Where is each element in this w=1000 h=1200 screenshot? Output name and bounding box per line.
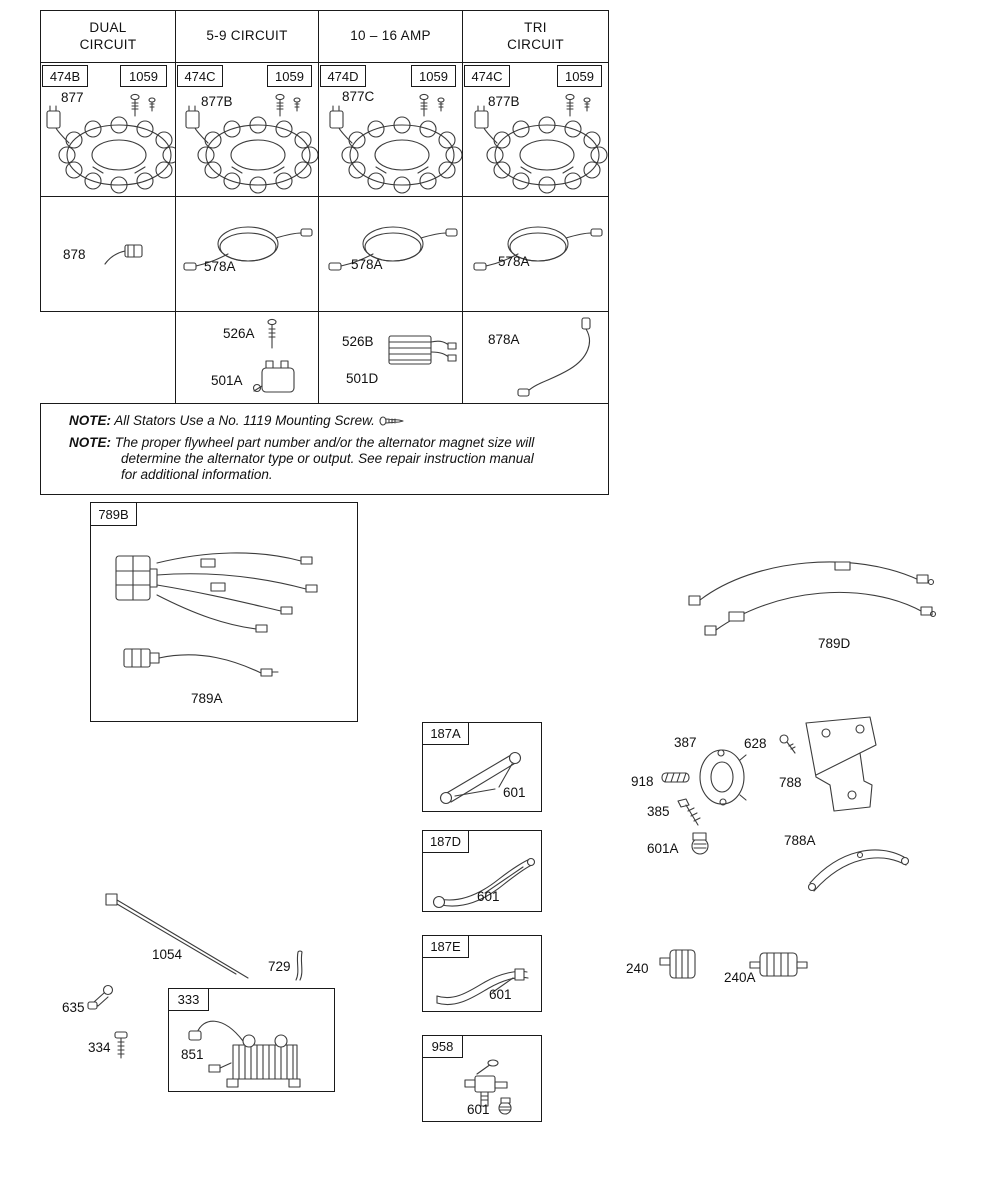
stator-part-number: 877B	[201, 94, 233, 109]
note-1	[69, 413, 598, 429]
screw-ref-box	[557, 65, 602, 87]
header-line: 5-9 CIRCUIT	[206, 28, 288, 44]
stator-drawing	[41, 97, 176, 195]
wire-set-789d-drawing	[685, 540, 935, 640]
aux-wire-part-number: 878A	[488, 332, 520, 347]
tube-box-label: 187A	[430, 726, 461, 741]
clamp-part-number: 601A	[647, 841, 679, 856]
note-2-line2: determine the alternator type or output. See repair instruction manual	[121, 451, 534, 466]
screw-part-number: 385	[647, 804, 670, 819]
aux-wire-drawing	[508, 316, 606, 402]
part-ref-box	[464, 65, 510, 87]
regulator-cell-10-16	[318, 311, 463, 404]
screw-icon	[264, 318, 280, 352]
wire-loop-drawing	[325, 211, 460, 286]
mounting-screw-icon	[379, 416, 405, 426]
screw-ref-label: 1059	[129, 68, 158, 84]
harness-part-number: 789A	[191, 691, 223, 706]
wire-set-part-number: 789D	[818, 636, 851, 651]
elbow-part-number: 635	[62, 1000, 85, 1015]
coil-box-label: 333	[177, 992, 200, 1007]
wire-cell-5-9	[175, 196, 319, 312]
part-ref-box	[320, 65, 366, 87]
part-ref-label: 474B	[49, 68, 81, 84]
screw-ref-box	[411, 65, 456, 87]
regulator-cell-5-9	[175, 311, 319, 404]
note-word: NOTE:	[69, 413, 111, 428]
part-ref-label: 474D	[327, 68, 359, 84]
screw-part-number: 334	[88, 1040, 111, 1055]
filter-a-part-number: 240A	[724, 970, 756, 985]
wiring-harness-drawing	[96, 531, 354, 696]
column-header-10-16-amp	[318, 10, 463, 63]
wire-part-number: 578A	[204, 259, 236, 274]
wire-loop-drawing	[470, 211, 605, 286]
note-2	[69, 435, 598, 483]
part-ref-label: 474C	[471, 68, 503, 84]
harness-box-label-box	[90, 502, 137, 526]
stator-part-number: 877C	[342, 89, 375, 104]
wire-cell-dual	[40, 196, 176, 312]
bracket-a-part-number: 788A	[784, 833, 816, 848]
bracket-part-number: 788	[779, 775, 802, 790]
screw-ref-label: 1059	[419, 68, 448, 84]
wire-cell-10-16	[318, 196, 463, 312]
filter-part-number: 240	[626, 961, 649, 976]
hose-part-number: 601	[489, 987, 512, 1002]
stator-drawing	[324, 97, 459, 195]
wire-part-number: 578A	[498, 254, 530, 269]
aux-wire-cell-tri	[462, 311, 609, 404]
note-2-line3: for additional information.	[121, 467, 273, 482]
connector-wire-drawing	[101, 239, 149, 271]
part-ref-box	[42, 65, 88, 87]
header-line: 10 – 16 AMP	[350, 28, 431, 44]
tube-box-187a	[422, 722, 542, 812]
screw-part-number: 526B	[342, 334, 374, 349]
header-line: CIRCUIT	[507, 36, 564, 52]
notes-box	[40, 403, 609, 495]
tube-box-label-box	[422, 830, 469, 853]
header-line: DUAL	[89, 19, 127, 35]
stud-part-number: 918	[631, 774, 654, 789]
hose-drawing	[427, 960, 539, 1010]
tube-box-label-box	[422, 935, 469, 958]
pin-part-number: 729	[268, 959, 291, 974]
clamp-part-number: 601	[467, 1102, 490, 1117]
tube-part-number: 601	[503, 785, 526, 800]
regulator-drawing	[248, 354, 308, 400]
valve-box	[422, 1035, 542, 1122]
column-header-5-9-circuit	[175, 10, 319, 63]
column-header-dual-circuit	[40, 10, 176, 63]
stator-cell-10-16	[318, 62, 463, 197]
note-word: NOTE:	[69, 435, 111, 450]
wire-part-number: 578A	[351, 257, 383, 272]
valve-box-label: 958	[431, 1039, 454, 1054]
regulator-part-number: 501A	[211, 373, 243, 388]
wire-cell-tri	[462, 196, 609, 312]
tube-box-187d	[422, 830, 542, 912]
screw-part-number: 526A	[223, 326, 255, 341]
tube-box-187e	[422, 935, 542, 1012]
tube-part-number: 601	[477, 889, 500, 904]
wire-part-number: 878	[63, 247, 86, 262]
column-header-tri-circuit	[462, 10, 609, 63]
stator-part-number: 877	[61, 90, 84, 105]
header-line: CIRCUIT	[79, 36, 137, 52]
stator-cell-5-9	[175, 62, 319, 197]
coil-box	[168, 988, 335, 1092]
screw-ref-box	[267, 65, 312, 87]
screw-ref-label: 1059	[565, 68, 594, 84]
regulator-drawing	[381, 320, 459, 376]
flange-part-number: 387	[674, 735, 697, 750]
harness-box-label: 789B	[98, 506, 129, 522]
tube-box-label: 187E	[430, 939, 461, 954]
screw-ref-label: 1059	[275, 68, 304, 84]
screw-ref-box	[120, 65, 167, 87]
stator-cell-dual	[40, 62, 176, 197]
clip-part-number: 851	[181, 1047, 204, 1062]
note-2-line1: The proper flywheel part number and/or the alternator magnet size will	[114, 435, 535, 450]
header-line: TRI	[524, 19, 547, 35]
part-ref-label: 474C	[184, 68, 216, 84]
small-screw-part-number: 628	[744, 736, 767, 751]
stator-drawing	[469, 97, 604, 195]
wire-loop-drawing	[180, 211, 315, 286]
tube-box-label: 187D	[429, 834, 462, 849]
tube-box-label-box	[422, 722, 469, 745]
part-ref-box	[177, 65, 223, 87]
harness-box	[90, 502, 358, 722]
valve-box-label-box	[422, 1035, 463, 1058]
stator-drawing	[180, 97, 315, 195]
cable-tie-part-number: 1054	[152, 947, 183, 962]
stator-part-number: 877B	[488, 94, 520, 109]
note-1-text: All Stators Use a No. 1119 Mounting Screw.	[114, 413, 375, 428]
coil-box-label-box	[168, 988, 209, 1011]
stator-cell-tri	[462, 62, 609, 197]
regulator-part-number: 501D	[346, 371, 379, 386]
